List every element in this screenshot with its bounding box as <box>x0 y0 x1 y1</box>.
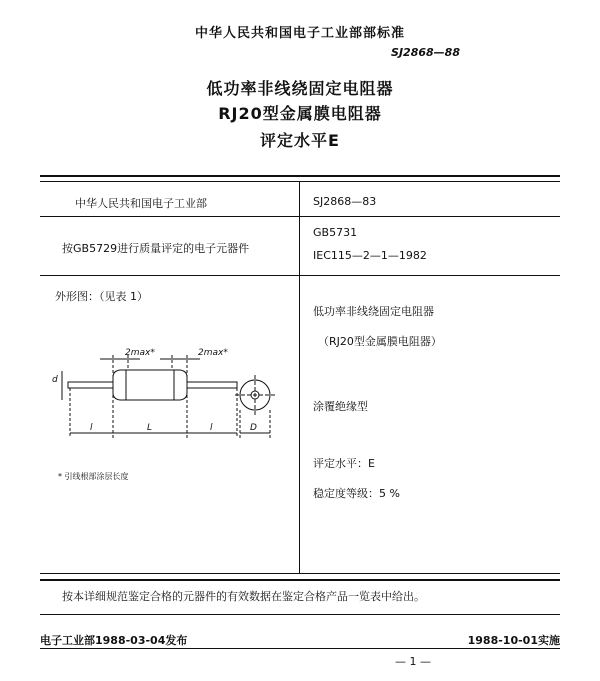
doc-title-line1: 低功率非线绕固定电阻器 <box>206 79 394 98</box>
rule-bottom-1 <box>40 573 560 574</box>
issuer-cell: 中华人民共和国电子工业部 <box>75 197 207 210</box>
std-number-cell: SJ2868—83 <box>313 195 377 208</box>
resistor-outline-drawing <box>40 335 298 465</box>
rule-row-1 <box>40 216 560 217</box>
dim-2max-left: 2max* <box>125 348 155 358</box>
outline-label: 外形图：（见表 1） <box>55 290 148 303</box>
doc-title-line3: 评定水平E <box>260 131 340 150</box>
doc-title-line2: RJ20型金属膜电阻器 <box>218 104 382 123</box>
effective-date: 1988-10-01实施 <box>467 634 560 647</box>
reference-gb: GB5731 <box>313 226 358 239</box>
dim-2max-right: 2max* <box>198 348 228 358</box>
coating-type: 涂覆绝缘型 <box>313 400 368 413</box>
reference-iec: IEC115—2—1—1982 <box>313 249 427 262</box>
rule-column-divider <box>299 181 300 574</box>
rule-bottom-3 <box>40 614 560 615</box>
dim-D: D <box>250 423 257 433</box>
standard-number: SJ2868—88 <box>391 46 460 59</box>
dim-l-left: l <box>90 423 93 433</box>
assessed-per-cell: 按GB5729进行质量评定的电子元器件 <box>62 242 250 255</box>
footer-rule <box>40 648 560 649</box>
issued-date: 电子工业部1988-03-04发布 <box>40 634 188 647</box>
rule-top-1 <box>40 175 560 177</box>
rule-bottom-2 <box>40 579 560 581</box>
product-name: 低功率非线绕固定电阻器 <box>313 305 434 318</box>
right-lead <box>187 382 237 388</box>
page-number: — 1 — <box>395 655 431 668</box>
org-standard-heading: 中华人民共和国电子工业部部标准 <box>194 26 405 41</box>
resistor-body <box>113 370 187 400</box>
product-type: （RJ20型金属膜电阻器） <box>318 335 442 348</box>
dim-L: L <box>147 423 153 433</box>
stability-class: 稳定度等级：5 % <box>313 487 400 500</box>
dim-l-right: l <box>210 423 213 433</box>
left-lead <box>68 382 113 388</box>
bottom-note: 按本详细规范鉴定合格的元器件的有效数据在鉴定合格产品一览表中给出。 <box>62 590 425 603</box>
dim-d: d <box>52 375 58 385</box>
assessment-level: 评定水平：E <box>313 457 375 470</box>
rule-top-2 <box>40 181 560 182</box>
outline-note: * 引线根部涂层长度 <box>58 472 129 481</box>
rule-row-2 <box>40 275 560 276</box>
